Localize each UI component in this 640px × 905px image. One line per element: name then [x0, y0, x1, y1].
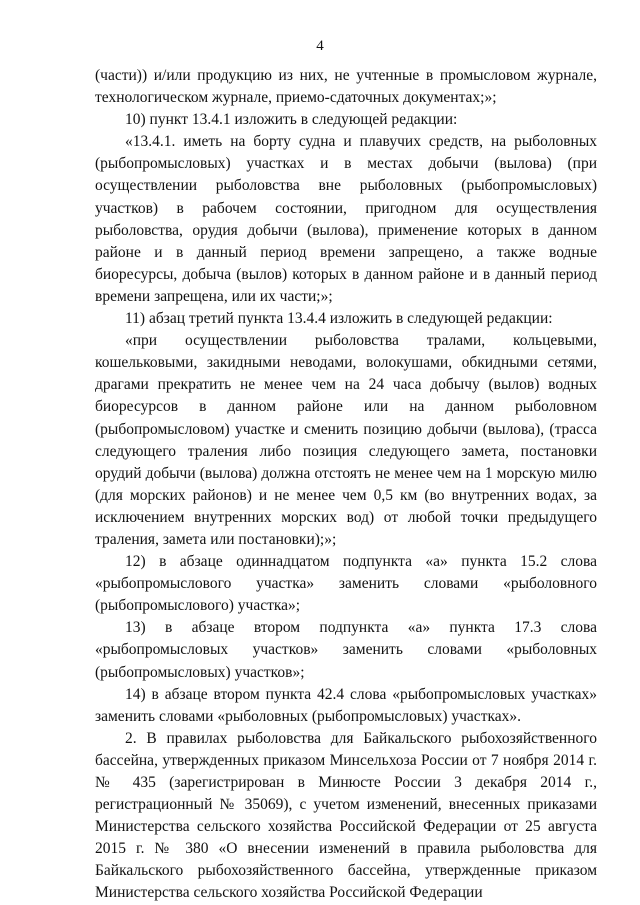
page-number: 4 [316, 38, 324, 54]
paragraph: «при осуществлении рыболовства тралами, кольцевыми, кошельковыми, закидными неводами, волокушами, обкидными сетями, драгами прекратить не менее чем на 24 часа добычу (вылов) водных биоресурсов в данном районе или на данном рыболовном (рыбопромысловом) участке и сменить позицию добычи (вылова), (трасса следующего траления либо позиция следующего замета, постановки орудий добычи (вылова) должна отстоять не менее чем на 1 морскую милю (для морских районов) и не менее чем 0,5 км (во внутренних водах, за исключением внутренних морских вод) от любой точки предыдущего траления, замета или постановки);»; [95, 332, 597, 548]
paragraph: 13) в абзаце втором подпункта «а» пункта 17.3 слова «рыбопромысловых участков» заменить словами «рыболовных (рыбопромысловых) участков»; [95, 619, 597, 681]
paragraph: 14) в абзаце втором пункта 42.4 слова «рыбопромысловых участках» заменить словами «рыболовных (рыбопромысловых) участках». [95, 685, 597, 725]
paragraph: 2. В правилах рыболовства для Байкальского рыбохозяйственного бассейна, утвержденных приказом Минсельхоза России от 7 ноября 2014 г. № 435 (зарегистрирован в Минюсте России 3 декабря 2014 г., регистрационный № 35069), с учетом изменений, внесенных приказами Министерства сельского хозяйства Российской Федерации от 25 августа 2015 г. № 380 «О внесении изменений в правила рыболовства для Байкальского рыбохозяйственного бассейна, утвержденные приказом Министерства сельского хозяйства Российской Федерации [95, 729, 597, 902]
paragraph: 10) пункт 13.4.1 изложить в следующей редакции: [125, 111, 458, 129]
paragraph: 11) абзац третий пункта 13.4.4 изложить в следующей редакции: [125, 310, 553, 328]
paragraph: «13.4.1. иметь на борту судна и плавучих средств, на рыболовных (рыбопромысловых) участках и в местах добычи (вылова) (при осуществлении рыболовства вне рыболовных (рыбопромысловых) участков) в рабочем состоянии, пригодном для осуществления рыболовства, орудия добычи (вылова), применение которых в данном районе и в данный период времени запрещено, а также водные биоресурсы, добыча (вылов) которых в данном районе и в данный период времени запрещена, или их части;»; [95, 133, 597, 305]
paragraph: (части)) и/или продукцию из них, не учтенные в промысловом журнале, технологическом журнале, приемо-сдаточных документах;»; [95, 67, 597, 107]
paragraph: 12) в абзаце одиннадцатом подпункта «а» пункта 15.2 слова «рыбопромыслового участка» заменить словами «рыболовного (рыбопромыслового) участка»; [95, 553, 597, 615]
document-body [95, 65, 597, 905]
